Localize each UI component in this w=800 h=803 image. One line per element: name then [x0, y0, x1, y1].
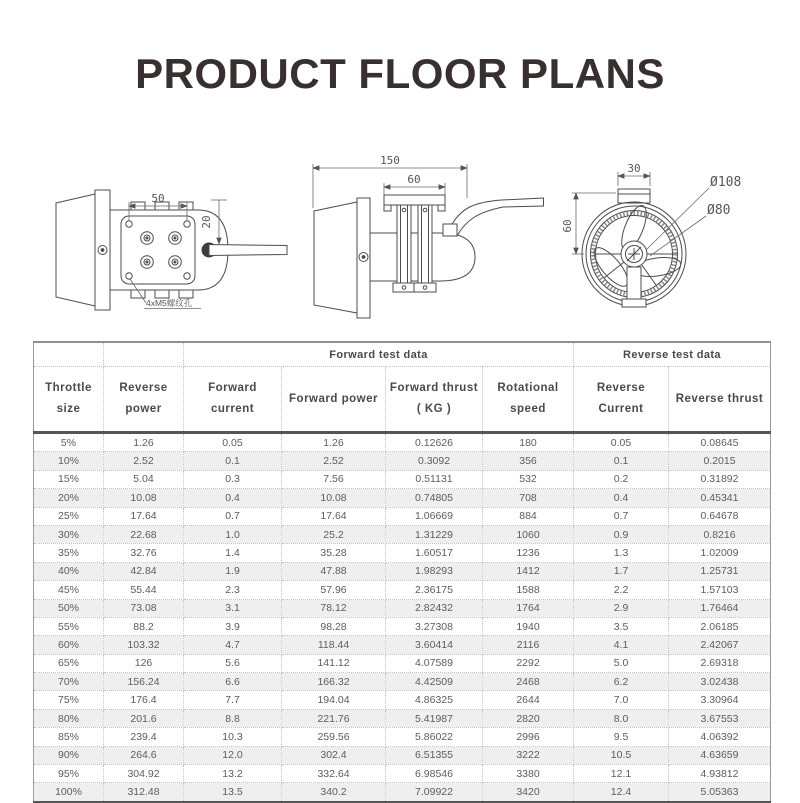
cell-reverse-current: 0.1: [574, 452, 669, 470]
cell-rotational-speed: 1588: [483, 581, 574, 599]
table-row: [34, 470, 771, 488]
cell-forward-power: 2.52: [282, 452, 386, 470]
cell-throttle-size: 100%: [34, 783, 104, 802]
group-header-empty-1: [34, 342, 104, 367]
cell-rotational-speed: 2116: [483, 636, 574, 654]
cell-reverse-power: 103.32: [104, 636, 184, 654]
cell-forward-current: 0.1: [184, 452, 282, 470]
cell-forward-power: 35.28: [282, 544, 386, 562]
dimension-30: [618, 162, 650, 186]
col-header-throttle-size: Throttle size: [34, 367, 104, 433]
table-row: [34, 599, 771, 617]
cell-reverse-thrust: 1.25731: [669, 562, 771, 580]
duct-flange-side: [314, 198, 370, 318]
table-row: [34, 489, 771, 507]
cell-rotational-speed: 2820: [483, 709, 574, 727]
cell-reverse-power: 55.44: [104, 581, 184, 599]
cell-forward-thrust: 0.12626: [386, 433, 483, 452]
cell-throttle-size: 70%: [34, 673, 104, 691]
cell-rotational-speed: 356: [483, 452, 574, 470]
group-header-reverse: Reverse test data: [574, 342, 771, 367]
cell-reverse-thrust: 0.64678: [669, 507, 771, 525]
cell-reverse-current: 7.0: [574, 691, 669, 709]
cable-top: [202, 243, 288, 258]
cell-rotational-speed: 3222: [483, 746, 574, 764]
group-header-empty-2: [104, 342, 184, 367]
cell-forward-thrust: 6.51355: [386, 746, 483, 764]
col-header-forward-thrust: Forward thrust ( KG ): [386, 367, 483, 433]
cell-forward-power: 194.04: [282, 691, 386, 709]
cell-reverse-thrust: 4.93812: [669, 765, 771, 783]
table-row: [34, 544, 771, 562]
cell-throttle-size: 25%: [34, 507, 104, 525]
table-row: [34, 673, 771, 691]
cell-rotational-speed: 180: [483, 433, 574, 452]
cell-throttle-size: 20%: [34, 489, 104, 507]
cell-forward-power: 78.12: [282, 599, 386, 617]
cell-forward-current: 0.7: [184, 507, 282, 525]
cell-reverse-thrust: 0.8216: [669, 525, 771, 543]
cell-reverse-thrust: 0.31892: [669, 470, 771, 488]
cell-reverse-power: 42.84: [104, 562, 184, 580]
cell-forward-current: 10.3: [184, 728, 282, 746]
cell-reverse-power: 126: [104, 654, 184, 672]
cell-forward-power: 141.12: [282, 654, 386, 672]
col-header-forward-power: Forward power: [282, 367, 386, 433]
dim-label-outer-diameter: Ø108: [710, 175, 742, 190]
cell-throttle-size: 55%: [34, 617, 104, 635]
cell-throttle-size: 85%: [34, 728, 104, 746]
dim-label-150: 150: [380, 154, 400, 167]
table-row: [34, 709, 771, 727]
table-row: [34, 617, 771, 635]
cell-reverse-power: 2.52: [104, 452, 184, 470]
table-row: [34, 507, 771, 525]
cell-forward-thrust: 0.3092: [386, 452, 483, 470]
cell-reverse-current: 1.7: [574, 562, 669, 580]
dimension-20: [200, 200, 227, 244]
cell-forward-current: 13.2: [184, 765, 282, 783]
table-group-header-row: [34, 342, 771, 367]
cell-forward-current: 13.5: [184, 783, 282, 802]
mounting-plate: [121, 216, 195, 284]
cell-forward-power: 118.44: [282, 636, 386, 654]
dim-label-50: 50: [151, 192, 165, 205]
cell-forward-current: 7.7: [184, 691, 282, 709]
cell-forward-current: 5.6: [184, 654, 282, 672]
cell-reverse-thrust: 3.30964: [669, 691, 771, 709]
cell-forward-power: 332.64: [282, 765, 386, 783]
cell-forward-thrust: 6.98546: [386, 765, 483, 783]
cell-reverse-current: 0.7: [574, 507, 669, 525]
cell-reverse-power: 156.24: [104, 673, 184, 691]
cell-forward-current: 1.4: [184, 544, 282, 562]
table-row: [34, 728, 771, 746]
cell-throttle-size: 50%: [34, 599, 104, 617]
cell-forward-thrust: 5.41987: [386, 709, 483, 727]
cell-forward-power: 17.64: [282, 507, 386, 525]
cell-rotational-speed: 532: [483, 470, 574, 488]
cell-rotational-speed: 1060: [483, 525, 574, 543]
cell-reverse-power: 304.92: [104, 765, 184, 783]
cell-reverse-current: 12.1: [574, 765, 669, 783]
cell-reverse-power: 201.6: [104, 709, 184, 727]
table-row: [34, 452, 771, 470]
cell-rotational-speed: 1236: [483, 544, 574, 562]
dim-label-inner-diameter: Ø80: [707, 203, 731, 218]
dim-label-20: 20: [200, 215, 213, 229]
cell-forward-thrust: 1.98293: [386, 562, 483, 580]
cell-forward-power: 57.96: [282, 581, 386, 599]
cell-reverse-power: 239.4: [104, 728, 184, 746]
col-header-forward-current: Forward current: [184, 367, 282, 433]
cell-reverse-thrust: 3.02438: [669, 673, 771, 691]
dim-label-30: 30: [627, 162, 641, 175]
cell-throttle-size: 65%: [34, 654, 104, 672]
cell-throttle-size: 5%: [34, 433, 104, 452]
cell-reverse-current: 8.0: [574, 709, 669, 727]
cell-forward-current: 1.0: [184, 525, 282, 543]
cell-forward-current: 1.9: [184, 562, 282, 580]
cell-throttle-size: 90%: [34, 746, 104, 764]
cell-throttle-size: 15%: [34, 470, 104, 488]
cell-forward-thrust: 1.60517: [386, 544, 483, 562]
cell-forward-thrust: 4.86325: [386, 691, 483, 709]
cell-forward-power: 302.4: [282, 746, 386, 764]
cell-reverse-current: 0.9: [574, 525, 669, 543]
cell-rotational-speed: 3380: [483, 765, 574, 783]
cell-rotational-speed: 2292: [483, 654, 574, 672]
technical-drawings: [0, 128, 800, 340]
cell-forward-power: 98.28: [282, 617, 386, 635]
col-header-reverse-power: Reverse power: [104, 367, 184, 433]
dimension-60-front: [561, 193, 616, 254]
cell-throttle-size: 40%: [34, 562, 104, 580]
cell-forward-thrust: 0.74805: [386, 489, 483, 507]
cell-reverse-current: 1.3: [574, 544, 669, 562]
table-row: [34, 562, 771, 580]
cell-reverse-power: 32.76: [104, 544, 184, 562]
cell-forward-power: 7.56: [282, 470, 386, 488]
cell-reverse-power: 1.26: [104, 433, 184, 452]
drawing-side-view: [290, 140, 545, 335]
mount-holes-label: 4xM5螺纹孔: [146, 298, 193, 308]
cell-reverse-current: 6.2: [574, 673, 669, 691]
cell-forward-power: 221.76: [282, 709, 386, 727]
cell-forward-thrust: 4.07589: [386, 654, 483, 672]
cell-reverse-current: 5.0: [574, 654, 669, 672]
cell-forward-power: 166.32: [282, 673, 386, 691]
cell-reverse-power: 73.08: [104, 599, 184, 617]
cell-reverse-power: 17.64: [104, 507, 184, 525]
cell-reverse-thrust: 3.67553: [669, 709, 771, 727]
dim-label-60-front: 60: [561, 219, 574, 233]
dim-label-60-side: 60: [407, 173, 421, 186]
cell-forward-current: 2.3: [184, 581, 282, 599]
cell-throttle-size: 95%: [34, 765, 104, 783]
cell-forward-power: 10.08: [282, 489, 386, 507]
cell-forward-thrust: 5.86022: [386, 728, 483, 746]
cell-reverse-thrust: 2.06185: [669, 617, 771, 635]
cell-reverse-power: 264.6: [104, 746, 184, 764]
cell-throttle-size: 75%: [34, 691, 104, 709]
cell-reverse-thrust: 0.08645: [669, 433, 771, 452]
cell-reverse-thrust: 0.45341: [669, 489, 771, 507]
table-row: [34, 525, 771, 543]
cell-forward-power: 340.2: [282, 783, 386, 802]
cell-reverse-thrust: 1.76464: [669, 599, 771, 617]
cell-rotational-speed: 3420: [483, 783, 574, 802]
cell-reverse-thrust: 2.42067: [669, 636, 771, 654]
cell-reverse-power: 88.2: [104, 617, 184, 635]
table-column-header-row: [34, 367, 771, 433]
test-data-table: [33, 341, 771, 803]
cell-forward-thrust: 0.51131: [386, 470, 483, 488]
cell-throttle-size: 80%: [34, 709, 104, 727]
cell-reverse-thrust: 4.63659: [669, 746, 771, 764]
cell-reverse-thrust: 5.05363: [669, 783, 771, 802]
hub-and-mount: [621, 241, 647, 307]
cell-reverse-current: 3.5: [574, 617, 669, 635]
col-header-rotational-speed: Rotational speed: [483, 367, 574, 433]
cell-rotational-speed: 2644: [483, 691, 574, 709]
drawing-front-view: [558, 150, 778, 330]
cell-reverse-current: 9.5: [574, 728, 669, 746]
cell-forward-power: 259.56: [282, 728, 386, 746]
cell-forward-thrust: 2.82432: [386, 599, 483, 617]
cell-reverse-current: 0.2: [574, 470, 669, 488]
cell-forward-current: 0.05: [184, 433, 282, 452]
cell-reverse-power: 176.4: [104, 691, 184, 709]
col-header-reverse-current: Reverse Current: [574, 367, 669, 433]
cell-rotational-speed: 1412: [483, 562, 574, 580]
cell-rotational-speed: 1940: [483, 617, 574, 635]
cell-reverse-power: 5.04: [104, 470, 184, 488]
cell-forward-power: 47.88: [282, 562, 386, 580]
cell-forward-power: 1.26: [282, 433, 386, 452]
table-row: [34, 691, 771, 709]
cell-reverse-current: 0.4: [574, 489, 669, 507]
cell-forward-thrust: 1.06669: [386, 507, 483, 525]
cell-reverse-current: 12.4: [574, 783, 669, 802]
cell-rotational-speed: 708: [483, 489, 574, 507]
cell-reverse-current: 2.9: [574, 599, 669, 617]
cell-rotational-speed: 2468: [483, 673, 574, 691]
table-row: [34, 765, 771, 783]
cell-rotational-speed: 2996: [483, 728, 574, 746]
cell-reverse-power: 22.68: [104, 525, 184, 543]
cell-forward-current: 8.8: [184, 709, 282, 727]
cell-forward-current: 6.6: [184, 673, 282, 691]
cell-forward-thrust: 7.09922: [386, 783, 483, 802]
cell-reverse-thrust: 0.2015: [669, 452, 771, 470]
cell-forward-current: 3.9: [184, 617, 282, 635]
cell-forward-current: 3.1: [184, 599, 282, 617]
cell-reverse-thrust: 1.02009: [669, 544, 771, 562]
cell-reverse-power: 312.48: [104, 783, 184, 802]
cell-rotational-speed: 884: [483, 507, 574, 525]
cell-throttle-size: 60%: [34, 636, 104, 654]
cell-throttle-size: 45%: [34, 581, 104, 599]
cell-forward-thrust: 1.31229: [386, 525, 483, 543]
diameter-callouts: [646, 175, 741, 256]
cell-reverse-power: 10.08: [104, 489, 184, 507]
cell-reverse-thrust: 1.57103: [669, 581, 771, 599]
mounting-bracket-side: [384, 195, 445, 292]
cell-forward-current: 4.7: [184, 636, 282, 654]
cell-throttle-size: 10%: [34, 452, 104, 470]
cell-rotational-speed: 1764: [483, 599, 574, 617]
table-row: [34, 433, 771, 452]
table-row: [34, 636, 771, 654]
mounting-bracket-front: [618, 189, 650, 203]
cell-forward-thrust: 4.42509: [386, 673, 483, 691]
cell-reverse-thrust: 4.06392: [669, 728, 771, 746]
cell-forward-thrust: 2.36175: [386, 581, 483, 599]
table-row: [34, 581, 771, 599]
cable-side: [443, 198, 544, 236]
cell-reverse-current: 0.05: [574, 433, 669, 452]
table-body: [34, 433, 771, 802]
cell-forward-current: 0.4: [184, 489, 282, 507]
cell-forward-current: 12.0: [184, 746, 282, 764]
drawing-top-view: [35, 150, 300, 330]
cell-forward-thrust: 3.60414: [386, 636, 483, 654]
group-header-forward: Forward test data: [184, 342, 574, 367]
cell-reverse-current: 10.5: [574, 746, 669, 764]
cell-forward-current: 0.3: [184, 470, 282, 488]
cell-throttle-size: 35%: [34, 544, 104, 562]
cell-reverse-current: 2.2: [574, 581, 669, 599]
cell-forward-power: 25.2: [282, 525, 386, 543]
cell-forward-thrust: 3.27308: [386, 617, 483, 635]
table-row: [34, 783, 771, 802]
table-row: [34, 654, 771, 672]
cell-reverse-thrust: 2.69318: [669, 654, 771, 672]
cell-throttle-size: 30%: [34, 525, 104, 543]
cell-reverse-current: 4.1: [574, 636, 669, 654]
duct-flange-edge: [56, 190, 110, 310]
page-title: PRODUCT FLOOR PLANS: [135, 50, 665, 97]
table-row: [34, 746, 771, 764]
dimension-60-side: [384, 173, 445, 197]
col-header-reverse-thrust: Reverse thrust: [669, 367, 771, 433]
